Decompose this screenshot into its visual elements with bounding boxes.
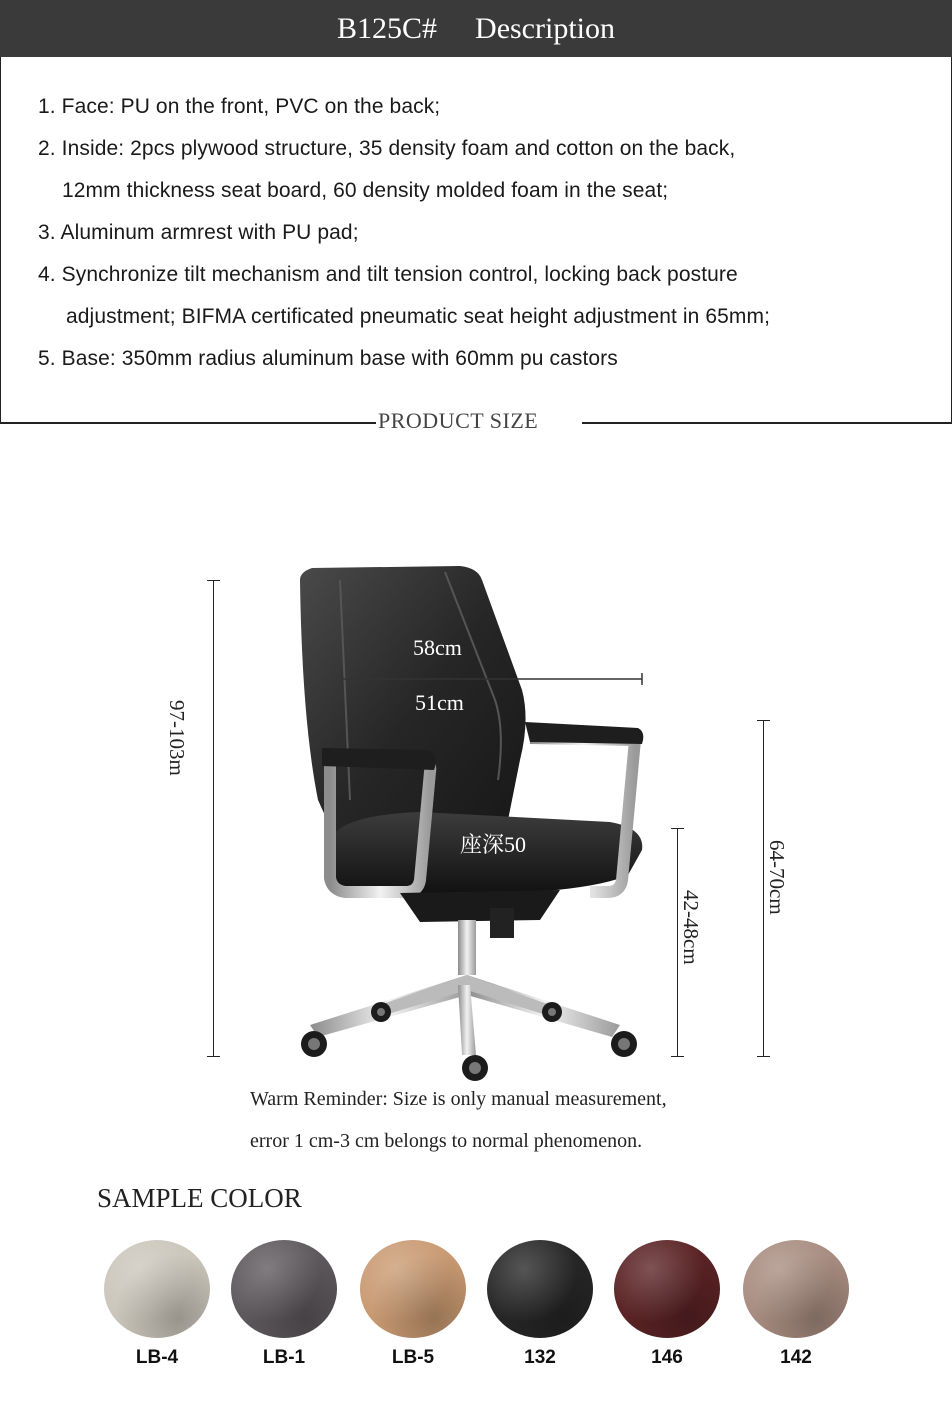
width-seat-label: 51cm: [415, 690, 464, 715]
total-height-label: 97-103m: [165, 700, 189, 776]
description-line: 12mm thickness seat board, 60 density molded foam in the seat;: [62, 179, 669, 202]
seat-height-tick-bottom: [671, 1056, 684, 1057]
swatch-label: 142: [780, 1347, 812, 1368]
reminder-line-1: Warm Reminder: Size is only manual measurement,: [250, 1088, 667, 1110]
model-number: B125C#: [337, 11, 438, 45]
header-title: Description: [475, 11, 615, 45]
color-swatch[interactable]: [614, 1240, 720, 1338]
swatch-label: LB-5: [391, 1347, 435, 1368]
width-outer-label: 58cm: [413, 635, 462, 660]
total-height-tick-top: [207, 580, 220, 581]
seat-depth-label: 座深50: [460, 832, 527, 857]
color-swatch[interactable]: [231, 1240, 337, 1338]
swatch-label: 146: [651, 1347, 683, 1368]
swatch-label: LB-4: [135, 1347, 179, 1368]
color-swatch[interactable]: [487, 1240, 593, 1338]
description-line: 1. Face: PU on the front, PVC on the back;: [38, 95, 441, 118]
arm-height-label: 64-70cm: [765, 840, 789, 915]
description-line: adjustment; BIFMA certificated pneumatic seat height adjustment in 65mm;: [66, 305, 771, 328]
product-size-title: PRODUCT SIZE: [378, 408, 539, 433]
reminder-line-2: error 1 cm-3 cm belongs to normal phenomenon.: [250, 1130, 643, 1152]
swatch-label: LB-1: [262, 1347, 306, 1368]
color-swatch[interactable]: [743, 1240, 849, 1338]
description-line: 5. Base: 350mm radius aluminum base with 60mm pu castors: [38, 347, 618, 370]
sample-color-title: SAMPLE COLOR: [97, 1183, 302, 1213]
total-height-tick-bottom: [207, 1056, 220, 1057]
seat-height-tick-top: [671, 828, 684, 829]
color-swatch[interactable]: [104, 1240, 210, 1338]
description-line: 4. Synchronize tilt mechanism and tilt tension control, locking back posture: [38, 263, 738, 286]
arm-height-tick-top: [757, 720, 770, 721]
color-swatch[interactable]: [360, 1240, 466, 1338]
description-line: 2. Inside: 2pcs plywood structure, 35 density foam and cotton on the back,: [38, 137, 736, 160]
seat-height-label: 42-48cm: [679, 890, 703, 965]
swatch-label: 132: [524, 1347, 556, 1368]
total-height-line: [213, 580, 214, 1057]
description-line: 3. Aluminum armrest with PU pad;: [38, 221, 359, 244]
arm-height-tick-bottom: [757, 1056, 770, 1057]
